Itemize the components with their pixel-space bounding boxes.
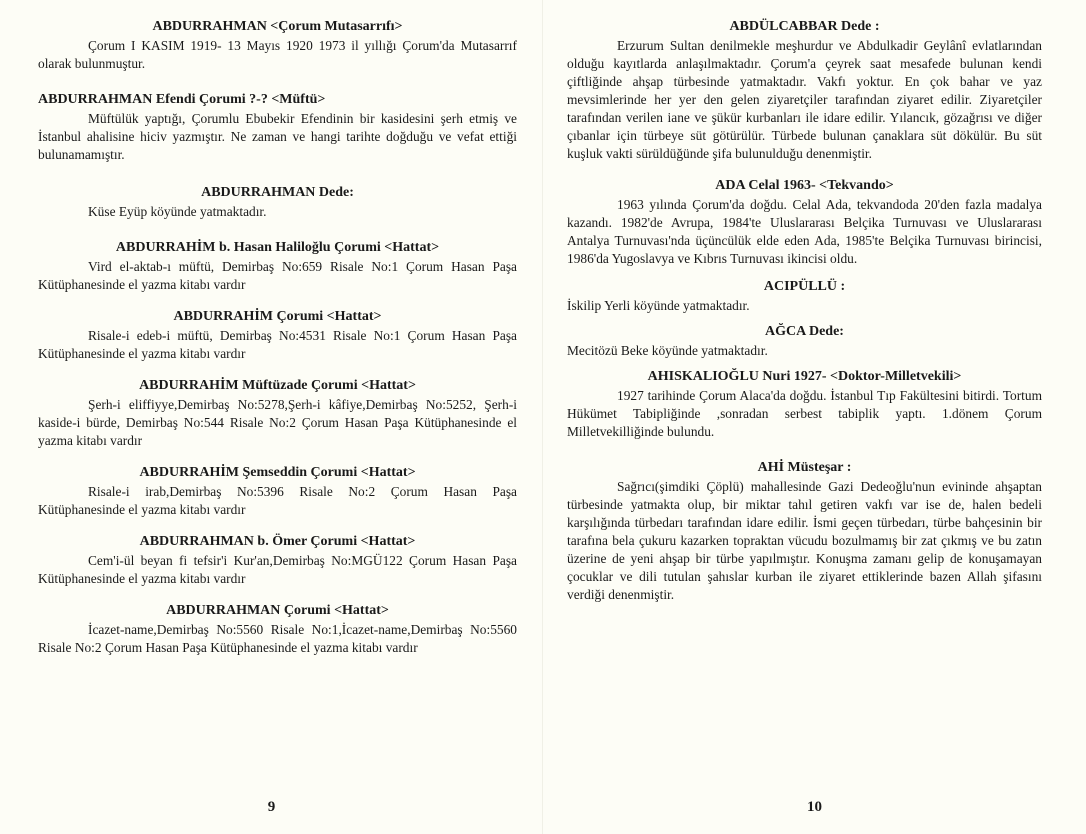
entry xyxy=(567,459,1042,604)
entry-body: İskilip Yerli köyünde yatmaktadır. xyxy=(567,298,750,313)
entry-heading: ABDURRAHMAN Çorumi <Hattat> xyxy=(166,603,389,618)
entry xyxy=(567,323,1042,360)
entry-heading: ACIPÜLLÜ : xyxy=(763,279,846,294)
entry-heading: AHISKALIOĞLU Nuri 1927- <Doktor-Milletvekili> xyxy=(647,369,962,384)
entry-body: Cem'i-ül beyan fi tefsir'i Kur'an,Demirbaş No:MGÜ122 Çorum Hasan Paşa Kütüphanesinde el yazma kitabı vardır xyxy=(38,553,517,586)
entry-body: Müftülük yaptığı, Çorumlu Ebubekir Efendinin bir kasidesini şerh etmiş ve İstanbul ahalisine hiciv yazmıştır. Ne zaman ve hangi tarihte doğduğu ve vefat ettiği bulunamamıştır. xyxy=(38,111,517,162)
entry-heading: ABDÜLCABBAR Dede : xyxy=(729,19,880,34)
page-number: 9 xyxy=(267,799,276,815)
entry xyxy=(567,278,1042,315)
entry xyxy=(567,18,1042,163)
entry xyxy=(38,464,517,519)
entry-body: Risale-i irab,Demirbaş No:5396 Risale No:2 Çorum Hasan Paşa Kütüphanesinde el yazma kitabı vardır xyxy=(38,484,517,517)
entry-body: Sağrıcı(şimdiki Çöplü) mahallesinde Gazi Dedeoğlu'nun evininde ahşaptan türbesinde yatmakta olup, bir miktar tahıl getiren vakfı var ise de, halen bedeli karşılığında türbedarı tarafından idare edilir. İsmi geçen türbedarı, türbe bahçesinin bir tarafına bela çukuru kazarken topraktan vücudu bozulmamış bir zat çıkmış ve bu zatın üzerine de yeni ahşap bir türbe yapılmıştır. Konuşma zamanı gelip de konuşamayan çocuklar ve dili tutulan şahıslar kurban ile ziyaret ettiklerinde bazen Allah şifasını verdiği denenmiştir. xyxy=(567,479,1042,602)
entry xyxy=(38,184,517,221)
entry-body: 1927 tarihinde Çorum Alaca'da doğdu. İstanbul Tıp Fakültesini bitirdi. Tortum Hükümet Tabipliğinde ,sonradan serbest tabiplik yaptı. 1.dönem Çorum Milletvekilliğinde bulundu. xyxy=(567,388,1042,439)
entry-heading: AĞCA Dede: xyxy=(765,324,844,339)
entry-heading: ABDURRAHMAN <Çorum Mutasarrıfı> xyxy=(152,19,403,34)
entry-heading: AHİ Müsteşar : xyxy=(757,460,852,475)
entry xyxy=(38,91,517,164)
entry-heading: ABDURRAHMAN b. Ömer Çorumi <Hattat> xyxy=(139,534,416,549)
entry xyxy=(38,18,517,73)
entry-heading: ADA Celal 1963- <Tekvando> xyxy=(715,178,894,193)
entry-heading: ABDURRAHMAN Dede: xyxy=(201,185,354,200)
right-page xyxy=(543,0,1086,834)
entry xyxy=(38,377,517,450)
entry xyxy=(567,368,1042,441)
entry-heading: ABDURRAHMAN Efendi Çorumi ?-? <Müftü> xyxy=(38,92,326,107)
entry xyxy=(38,602,517,657)
entry-body: Şerh-i eliffiyye,Demirbaş No:5278,Şerh-i kâfiye,Demirbaş No:5252, Şerh-i kaside-i bürde, Demirbaş No:544 Risale No:2 Çorum Hasan Paşa Kütüphanesinde el yazma kitabı vardır xyxy=(38,397,517,448)
page-number: 10 xyxy=(807,799,822,815)
entry-body: Vird el-aktab-ı müftü, Demirbaş No:659 Risale No:1 Çorum Hasan Paşa Kütüphanesinde el yazma kitabı vardır xyxy=(38,259,517,292)
entry-heading: ABDURRAHİM Müftüzade Çorumi <Hattat> xyxy=(139,378,416,393)
entry xyxy=(567,177,1042,268)
entry-heading: ABDURRAHİM b. Hasan Haliloğlu Çorumi <Hattat> xyxy=(115,240,440,255)
entry xyxy=(38,308,517,363)
entry-body: Risale-i edeb-i müftü, Demirbaş No:4531 Risale No:1 Çorum Hasan Paşa Kütüphanesinde el yazma kitabı vardır xyxy=(38,328,517,361)
entry-heading: ABDURRAHİM Çorumi <Hattat> xyxy=(173,309,382,324)
entry xyxy=(38,533,517,588)
entry-body: 1963 yılında Çorum'da doğdu. Celal Ada, tekvandoda 20'den fazla madalya kazandı. 1982'de Avrupa, 1984'te Uluslararası Belçika Turnuvası ve Uluslararası Antalya Turnuvası'nda üçüncülük elde eden Ada, 1985'te Belçika Turnuvası birincisi, 1986'da Yugoslavya ve Kıbrıs Turnuvası ikincisi oldu. xyxy=(567,197,1042,266)
entry-heading: ABDURRAHİM Şemseddin Çorumi <Hattat> xyxy=(139,465,416,480)
entry-body: İcazet-name,Demirbaş No:5560 Risale No:1,İcazet-name,Demirbaş No:5560 Risale No:2 Çorum Hasan Paşa Kütüphanesinde el yazma kitabı vardır xyxy=(38,622,517,655)
entry-body: Çorum I KASIM 1919- 13 Mayıs 1920 1973 il yıllığı Çorum'da Mutasarrıf olarak bulunmuştur. xyxy=(38,38,517,71)
entry-body: Mecitözü Beke köyünde yatmaktadır. xyxy=(567,343,768,358)
entry-body: Küse Eyüp köyünde yatmaktadır. xyxy=(88,204,267,219)
entry-body: Erzurum Sultan denilmekle meşhurdur ve Abdulkadir Geylânî evlatlarından olduğu kayıtlarda anlaşılmaktadır. Çorum'a çeyrek saat mesafede bulunan kendi çiftliğinde ahşap türbesinde yatmaktadır. Vakfı yoktur. En çok bahar ve yaz mevsimlerinde her yer den gelen ziyaretçiler tarafından ziyaret edilir. Ziyaretçiler tarafından verilen iane ve şükür kurbanları ile idare edilir. Yılancık, gözağrısı ve diğer çıbanlar için türbeye süt götürülür. Türbede bulunan çanaklara süt dökülür. Bu süt kuşluk vakti sürüldüğünde şifa bulunulduğu denenmiştir. xyxy=(567,38,1042,161)
entry xyxy=(38,239,517,294)
